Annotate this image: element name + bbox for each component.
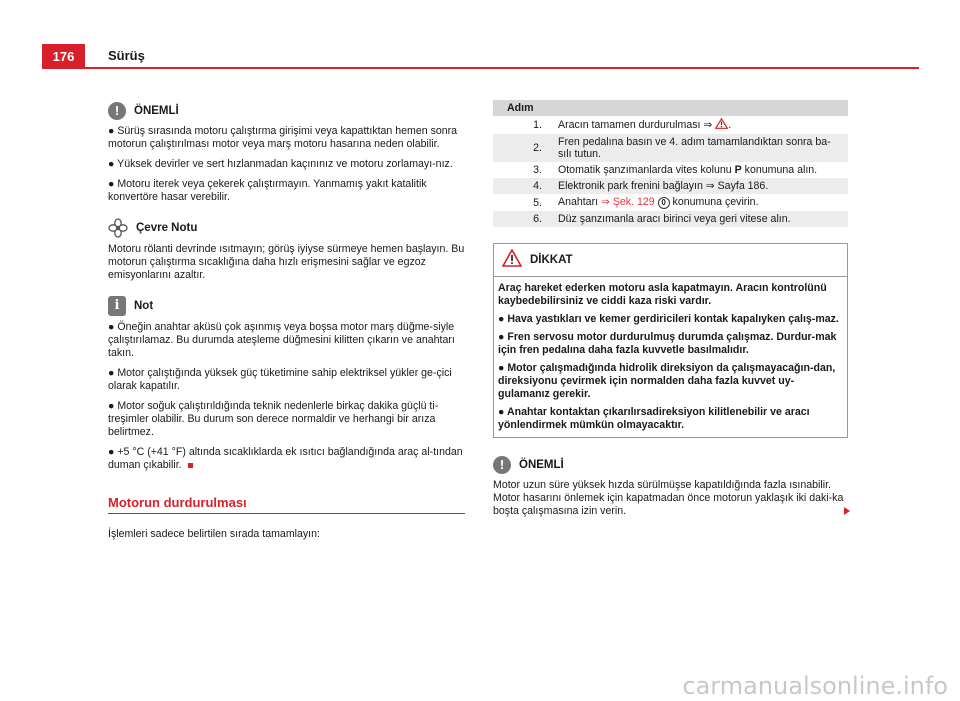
header-divider — [42, 67, 919, 69]
step-text: Elektronik park frenini bağlayın ⇒ Sayfa 186. — [552, 178, 848, 194]
step-number: 1. — [533, 119, 542, 131]
table-row — [493, 116, 848, 134]
step-text: Otomatik şanzımanlarda vites kolunu P konumuna alın. — [558, 164, 818, 176]
info-icon: i — [108, 296, 126, 316]
watermark: carmanualsonline.info — [682, 672, 948, 700]
exclamation-icon: ! — [493, 456, 511, 474]
step-number: 3. — [533, 164, 542, 176]
warning-triangle-icon — [502, 249, 522, 271]
page-number: 176 — [42, 44, 85, 69]
important-item: ● Yüksek devirler ve sert hızlanmadan kaçınınız ve motoru zorlamayı-nız. — [108, 158, 453, 170]
table-header-row — [493, 100, 848, 116]
step-text: Fren pedalına basın ve 4. adım tamamlandıktan sonra ba-sılı tutun. — [552, 134, 848, 162]
right-column — [493, 100, 848, 518]
note-item: ● Motor soğuk çalıştırıldığında teknik nedenlerle birkaç dakika güçlü ti-treşimler olabilir. Bu durum son derece normaldir ve herhangi bir arıza belirtmez. — [108, 400, 439, 438]
warning-title: DİKKAT — [530, 253, 573, 266]
note-item: ● Motor çalıştığında yüksek güç tüketimine sahip elektriksel yükler ge-çici olarak kapatılır. — [108, 367, 452, 392]
warning-item: ● Fren servosu motor durdurulmuş durumda çalışmaz. Durdur-mak için fren pedalına daha fazla kuvvetle basılmalıdır. — [498, 331, 837, 356]
note-block — [108, 296, 465, 472]
important-note-2 — [493, 456, 848, 518]
step-text: Aracın tamamen durdurulması ⇒ . — [558, 118, 732, 131]
warning-item: ● Anahtar kontaktan çıkarılırsadireksiyon kilitlenebilir ve aracı yönlendirmek mümkün olmayacaktır. — [498, 406, 810, 431]
note-title: Not — [134, 299, 154, 312]
note-item: ● Öneğin anahtar aküsü çok aşınmış veya boşsa motor marş düğme-siyle çalıştırılamaz. Bu durumda ateşleme düğmesini kilitten çıkarın ve anahtarı takın. — [108, 321, 455, 359]
important-item: ● Motoru iterek veya çekerek çalıştırmayın. Yanmamış yakıt katalitik konvertöre hasar verebilir. — [108, 178, 427, 203]
figure-link[interactable]: ⇒ Şek. 129 — [601, 196, 655, 208]
environment-text: Motoru rölanti devrinde ısıtmayın; görüş iyiyse sürmeye hemen başlayın. Bu motorun çalıştırma sıcaklığına daha hızlı erişmesini sağlar ve egzoz emisyonlarını azaltır. — [108, 243, 465, 281]
warning-box — [493, 243, 848, 438]
exclamation-icon: ! — [108, 102, 126, 120]
step-number: 5. — [533, 196, 542, 209]
section-intro: İşlemleri sadece belirtilen sırada tamamlayın: — [108, 528, 320, 540]
table-row — [493, 178, 848, 194]
table-row — [493, 134, 848, 162]
step-number: 2. — [493, 134, 552, 162]
step-text: Düz şanzımanla aracı birinci veya geri vitese alın. — [552, 211, 848, 227]
table-row — [493, 194, 848, 211]
note-item-text: ● +5 °C (+41 °F) altında sıcaklıklarda ek ısıtıcı bağlandığında araç al-tından duman çıkabilir. — [108, 446, 463, 471]
note-item — [108, 446, 465, 472]
important-note-1 — [108, 102, 465, 204]
warning-triangle-icon[interactable] — [715, 118, 728, 132]
chapter-title: Sürüş — [108, 48, 145, 63]
table-header: Adım — [493, 100, 552, 116]
important-item: ● Sürüş sırasında motoru çalıştırma girişimi veya kapattıktan hemen sonra motorun çalıştırılması motor veya marş motoru hasarına neden olabilir. — [108, 125, 458, 150]
step-text: Anahtarı ⇒ Şek. 129 0 konumuna çevirin. — [558, 196, 759, 208]
end-marker-icon — [188, 463, 193, 468]
table-row — [493, 211, 848, 227]
position-zero-icon: 0 — [658, 197, 670, 209]
section-heading: Motorun durdurulması — [108, 496, 465, 514]
left-column — [108, 102, 465, 548]
step-number: 6. — [493, 211, 552, 227]
environment-note — [108, 218, 465, 282]
continue-arrow-icon — [844, 507, 850, 515]
flower-icon — [108, 218, 128, 238]
environment-title: Çevre Notu — [136, 221, 198, 234]
steps-table — [493, 100, 848, 227]
important-text: Motor uzun süre yüksek hızda sürülmüşse kapatıldığında fazla ısınabilir. Motor hasarını önlemek için kapatmadan önce motorun yaklaşık iki daki-ka boşta çalışmasına izin verin. — [493, 479, 844, 517]
table-row — [493, 162, 848, 178]
important-title: ÖNEMLİ — [519, 458, 564, 471]
step-number: 4. — [493, 178, 552, 194]
warning-intro: Araç hareket ederken motoru asla kapatmayın. Aracın kontrolünü kaybedebilirsiniz ve ciddi kaza riski vardır. — [498, 282, 827, 307]
warning-item: ● Hava yastıkları ve kemer gerdiricileri kontak kapalıyken çalış-maz. — [498, 313, 839, 325]
important-title: ÖNEMLİ — [134, 104, 179, 117]
warning-item: ● Motor çalışmadığında hidrolik direksiyon da çalışmayacağın-dan, direksiyonu çevirmek için normalden daha fazla kuvvet uy-gulamanız gerekir. — [498, 362, 836, 400]
